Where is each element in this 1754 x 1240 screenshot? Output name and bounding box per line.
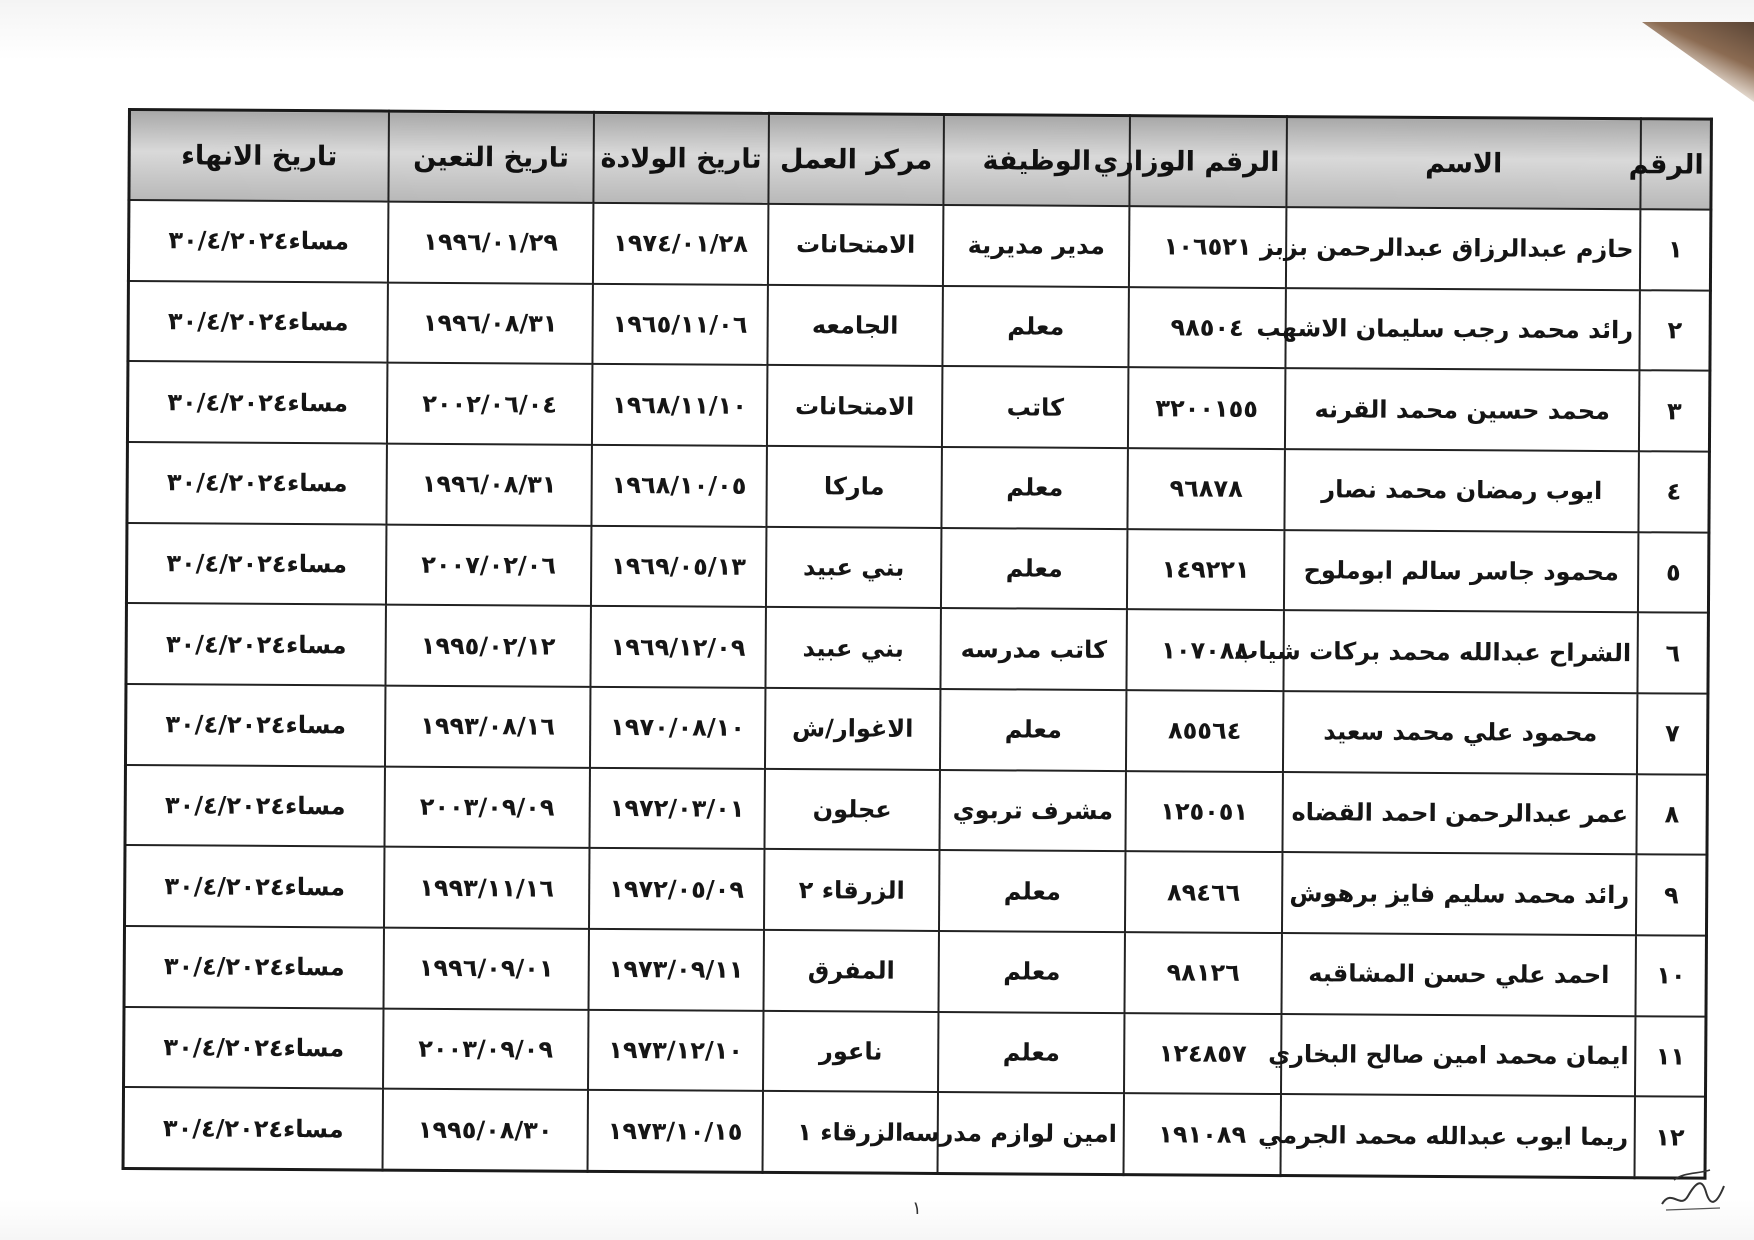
cell-num: ١١ xyxy=(1635,1016,1706,1097)
cell-ministry-no: ١٠٧٠٨٨ xyxy=(1127,609,1284,691)
header-work-center: مركز العمل xyxy=(768,113,944,205)
table-row xyxy=(125,845,1707,935)
cell-appoint-date: ١٩٩٥/٠٢/١٢ xyxy=(386,605,591,687)
table-row xyxy=(123,1087,1705,1178)
cell-end-date: مساء٣٠/٤/٢٠٢٤ xyxy=(126,603,386,685)
cell-appoint-date: ١٩٩٦/٠٩/٠١ xyxy=(384,927,589,1009)
table-header xyxy=(129,110,1712,210)
cell-appoint-date: ٢٠٠٢/٠٦/٠٤ xyxy=(387,363,592,445)
cell-name: حازم عبدالرزاق عبدالرحمن بزبز xyxy=(1286,207,1641,290)
cell-end-date: مساء٣٠/٤/٢٠٢٤ xyxy=(124,1007,384,1089)
header-row xyxy=(129,110,1712,210)
cell-work-center: المفرق xyxy=(763,930,939,1012)
cell-work-center: الاغوار/ش xyxy=(765,688,941,770)
page-corner-shadow xyxy=(1642,22,1754,102)
header-appoint-date: تاريخ التعين xyxy=(388,111,593,203)
cell-birth-date: ١٩٦٨/١٠/٠٥ xyxy=(591,445,767,527)
cell-appoint-date: ١٩٩٦/٠٨/٣١ xyxy=(387,282,592,364)
cell-name: ايمان محمد امين صالح البخاري xyxy=(1281,1014,1636,1097)
cell-end-date: مساء٣٠/٤/٢٠٢٤ xyxy=(125,684,385,766)
cell-name: رائد محمد رجب سليمان الاشهب xyxy=(1285,288,1640,371)
cell-end-date: مساء٣٠/٤/٢٠٢٤ xyxy=(126,523,386,605)
signature-mark xyxy=(1654,1158,1734,1218)
cell-birth-date: ١٩٧٢/٠٥/٠٩ xyxy=(589,848,765,930)
table-row xyxy=(126,523,1708,613)
table-row xyxy=(125,765,1707,855)
cell-birth-date: ١٩٦٨/١١/١٠ xyxy=(592,364,768,446)
cell-work-center: الزرقاء ١ xyxy=(762,1091,938,1173)
cell-name: محمد حسين محمد القرنه xyxy=(1285,368,1640,451)
cell-job: كاتب مدرسه xyxy=(941,608,1128,690)
table-row xyxy=(124,926,1706,1016)
cell-birth-date: ١٩٧٣/١٢/١٠ xyxy=(588,1009,764,1091)
cell-ministry-no: ٩٨١٢٦ xyxy=(1125,932,1282,1014)
cell-num: ٣ xyxy=(1639,371,1710,452)
cell-work-center: الامتحانات xyxy=(767,365,943,447)
cell-appoint-date: ٢٠٠٧/٠٢/٠٦ xyxy=(386,524,591,606)
cell-ministry-no: ٨٩٤٦٦ xyxy=(1125,851,1282,933)
table-row xyxy=(128,281,1710,371)
cell-end-date: مساء٣٠/٤/٢٠٢٤ xyxy=(125,765,385,847)
cell-job: كاتب xyxy=(942,366,1129,448)
cell-end-date: مساء٣٠/٤/٢٠٢٤ xyxy=(125,845,385,927)
cell-name: محمود علي محمد سعيد xyxy=(1283,691,1638,774)
cell-birth-date: ١٩٧٤/٠١/٢٨ xyxy=(593,203,769,285)
cell-job: معلم xyxy=(938,1012,1125,1094)
cell-end-date: مساء٣٠/٤/٢٠٢٤ xyxy=(128,281,388,363)
cell-ministry-no: ٨٥٥٦٤ xyxy=(1126,690,1283,772)
cell-num: ١٢ xyxy=(1635,1096,1706,1178)
cell-num: ٥ xyxy=(1638,532,1709,613)
header-birth-date: تاريخ الولادة xyxy=(593,112,769,204)
cell-work-center: عجلون xyxy=(764,768,940,850)
cell-ministry-no: ١٠٦٥٢١ xyxy=(1129,206,1286,288)
cell-job: امين لوازم مدرسه xyxy=(938,1092,1125,1174)
cell-ministry-no: ١٢٤٨٥٧ xyxy=(1124,1013,1281,1095)
cell-name: احمد علي حسن المشاقبه xyxy=(1281,933,1636,1016)
cell-num: ٨ xyxy=(1637,774,1708,855)
cell-name: رائد محمد سليم فايز برهوش xyxy=(1282,852,1637,935)
header-num: الرقم xyxy=(1641,119,1712,210)
cell-num: ٢ xyxy=(1640,290,1711,371)
table-row xyxy=(124,1007,1706,1097)
cell-work-center: الزرقاء ٢ xyxy=(764,849,940,931)
cell-ministry-no: ١٤٩٢٢١ xyxy=(1127,529,1284,611)
cell-work-center: بني عبيد xyxy=(766,527,942,609)
cell-appoint-date: ١٩٩٦/٠١/٢٩ xyxy=(388,202,593,284)
cell-num: ٩ xyxy=(1636,854,1707,935)
cell-birth-date: ١٩٦٩/٠٥/١٣ xyxy=(591,525,767,607)
cell-num: ١ xyxy=(1640,209,1711,290)
cell-end-date: مساء٣٠/٤/٢٠٢٤ xyxy=(127,361,387,443)
cell-birth-date: ١٩٧٢/٠٣/٠١ xyxy=(589,767,765,849)
cell-name: الشراح عبدالله محمد بركات شياب xyxy=(1283,610,1638,693)
cell-appoint-date: ٢٠٠٣/٠٩/٠٩ xyxy=(383,1008,588,1090)
cell-work-center: الجامعه xyxy=(767,285,943,367)
page-number: ١ xyxy=(912,1198,922,1219)
cell-name: ايوب رمضان محمد نصار xyxy=(1284,449,1639,532)
cell-num: ٤ xyxy=(1639,451,1710,532)
cell-ministry-no: ١٩١٠٨٩ xyxy=(1124,1093,1281,1175)
cell-end-date: مساء٣٠/٤/٢٠٢٤ xyxy=(123,1087,383,1170)
header-end-date: تاريخ الانهاء xyxy=(129,110,389,202)
cell-work-center: الامتحانات xyxy=(768,204,944,286)
cell-birth-date: ١٩٧٣/٠٩/١١ xyxy=(588,929,764,1011)
cell-appoint-date: ١٩٩٦/٠٨/٣١ xyxy=(387,444,592,526)
retirement-table xyxy=(122,108,1713,1180)
cell-name: عمر عبدالرحمن احمد القضاه xyxy=(1282,772,1637,855)
table-row xyxy=(125,684,1707,774)
cell-ministry-no: ٣٢٠٠١٥٥ xyxy=(1128,367,1285,449)
cell-job: معلم xyxy=(939,850,1126,932)
cell-appoint-date: ٢٠٠٣/٠٩/٠٩ xyxy=(385,766,590,848)
table-row xyxy=(126,603,1708,693)
header-ministry-no: الرقم الوزاري xyxy=(1130,116,1287,207)
cell-end-date: مساء٣٠/٤/٢٠٢٤ xyxy=(124,926,384,1008)
cell-name: ريما ايوب عبدالله محمد الجرمي xyxy=(1280,1094,1635,1177)
cell-work-center: بني عبيد xyxy=(765,607,941,689)
cell-end-date: مساء٣٠/٤/٢٠٢٤ xyxy=(127,442,387,524)
header-name: الاسم xyxy=(1286,117,1641,210)
cell-job: مدير مديرية xyxy=(943,205,1130,287)
cell-job: معلم xyxy=(942,447,1129,529)
cell-job: معلم xyxy=(941,528,1128,610)
cell-job: معلم xyxy=(939,931,1126,1013)
table-body xyxy=(123,200,1711,1178)
cell-work-center: ناعور xyxy=(763,1010,939,1092)
cell-job: معلم xyxy=(943,286,1130,368)
cell-ministry-no: ١٢٥٠٥١ xyxy=(1126,771,1283,853)
cell-appoint-date: ١٩٩٥/٠٨/٣٠ xyxy=(383,1089,588,1172)
header-job: الوظيفة xyxy=(944,114,1131,206)
cell-work-center: ماركا xyxy=(766,446,942,528)
retirement-table-wrapper xyxy=(122,108,1713,1180)
cell-name: محمود جاسر سالم ابوملوح xyxy=(1284,530,1639,613)
cell-end-date: مساء٣٠/٤/٢٠٢٤ xyxy=(128,200,388,282)
cell-ministry-no: ٩٦٨٧٨ xyxy=(1128,448,1285,530)
cell-job: مشرف تربوي xyxy=(940,770,1127,852)
cell-appoint-date: ١٩٩٣/١١/١٦ xyxy=(384,847,589,929)
cell-ministry-no: ٩٨٥٠٤ xyxy=(1129,287,1286,369)
cell-birth-date: ١٩٧٠/٠٨/١٠ xyxy=(590,687,766,769)
cell-num: ٧ xyxy=(1637,693,1708,774)
cell-num: ٦ xyxy=(1638,613,1709,694)
cell-birth-date: ١٩٧٣/١٠/١٥ xyxy=(587,1090,763,1172)
cell-job: معلم xyxy=(940,689,1127,771)
cell-num: ١٠ xyxy=(1636,935,1707,1016)
cell-appoint-date: ١٩٩٣/٠٨/١٦ xyxy=(385,686,590,768)
table-row xyxy=(127,442,1709,532)
table-row xyxy=(127,361,1709,451)
cell-birth-date: ١٩٦٩/١٢/٠٩ xyxy=(590,606,766,688)
cell-birth-date: ١٩٦٥/١١/٠٦ xyxy=(592,283,768,365)
table-row xyxy=(128,200,1710,290)
